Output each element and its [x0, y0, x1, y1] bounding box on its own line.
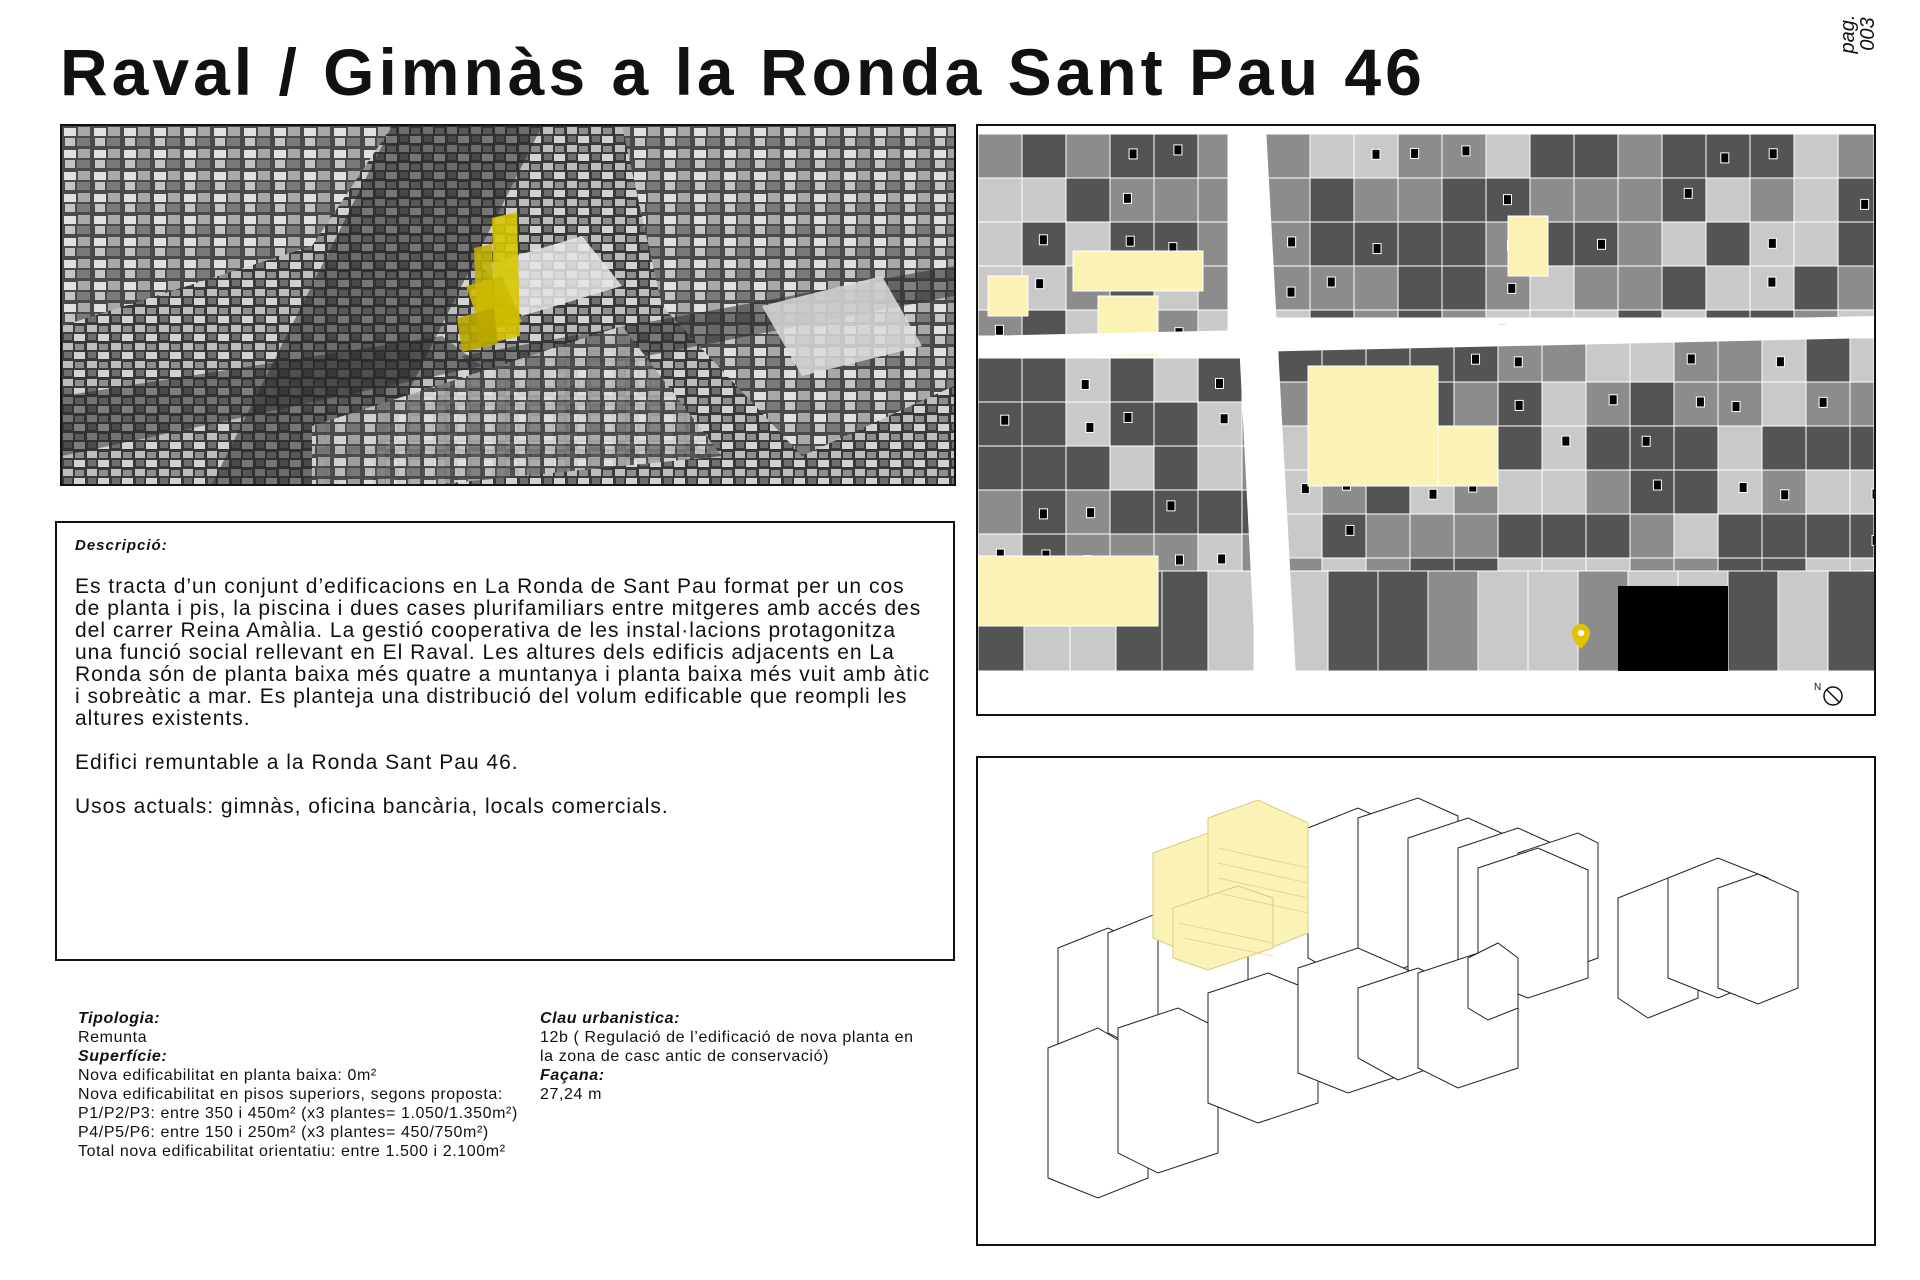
map-parcel: [1110, 358, 1154, 402]
map-parcel: [1542, 558, 1586, 571]
map-parcel: [1674, 426, 1718, 470]
map-parcel: [978, 446, 1022, 490]
map-parcel: [1762, 426, 1806, 470]
map-parcel: [1762, 514, 1806, 558]
map-parcel: [1850, 426, 1874, 470]
map-parcel: [1442, 310, 1486, 318]
map-parcel: [1718, 426, 1762, 470]
facana-value: 27,24 m: [540, 1086, 603, 1103]
map-parcel: [1706, 178, 1750, 222]
map-parcel: [1310, 178, 1354, 222]
map-parcel: [1828, 571, 1874, 671]
map-parcel: [1806, 382, 1850, 426]
map-parcel: [1674, 470, 1718, 514]
map-courtyard: [1373, 244, 1381, 254]
map-courtyard: [1872, 489, 1874, 499]
map-courtyard: [1429, 489, 1437, 499]
map-parcel: [1354, 178, 1398, 222]
map-parcel: [1366, 558, 1410, 571]
site-plan-map: [976, 124, 1876, 716]
map-parcel: [1630, 558, 1674, 571]
map-courtyard: [1721, 153, 1729, 163]
map-parcel: [1266, 178, 1310, 222]
map-parcel: [1110, 446, 1154, 490]
map-parcel: [1198, 178, 1228, 222]
map-parcel: [1586, 426, 1630, 470]
map-courtyard: [1768, 277, 1776, 287]
map-courtyard: [1220, 414, 1228, 424]
map-courtyard: [1081, 379, 1089, 389]
page-label: pag.: [1837, 14, 1859, 54]
page-title: Raval / Gimnàs a la Ronda Sant Pau 46: [60, 35, 1426, 109]
map-parcel: [1838, 134, 1874, 178]
map-parcel: [1486, 134, 1530, 178]
map-parcel: [978, 178, 1022, 222]
page-number: [1838, 4, 1878, 64]
map-courtyard: [1039, 235, 1047, 245]
map-courtyard: [1039, 509, 1047, 519]
map-parcel: [1442, 222, 1486, 266]
clau-urbanistica-label: Clau urbanistica:: [540, 1010, 681, 1027]
map-courtyard: [1609, 395, 1617, 405]
map-parcel: [1718, 558, 1762, 571]
map-parcel: [1838, 266, 1874, 310]
map-highlight-parcel: [978, 556, 1158, 626]
map-courtyard: [1514, 357, 1522, 367]
map-parcel: [1586, 382, 1630, 426]
map-courtyard: [1653, 480, 1661, 490]
map-courtyard: [1684, 188, 1692, 198]
map-courtyard: [1472, 354, 1480, 364]
info-left: [78, 1009, 518, 1161]
map-parcel: [1398, 310, 1442, 318]
map-courtyard: [1124, 412, 1132, 422]
map-parcel: [1266, 134, 1310, 178]
map-parcel: [1586, 558, 1630, 571]
map-parcel: [1806, 470, 1850, 514]
superficie-label: Superfície:: [78, 1048, 168, 1065]
map-parcel: [1542, 382, 1586, 426]
map-parcel: [1574, 310, 1618, 318]
map-parcel: [1718, 338, 1762, 382]
map-parcel: [1586, 338, 1630, 382]
map-parcel: [1806, 558, 1850, 571]
map-parcel: [1398, 266, 1442, 310]
map-courtyard: [1462, 146, 1470, 156]
map-parcel: [1310, 266, 1354, 310]
superficie-line: Nova edificabilitat en planta baixa: 0m²: [78, 1067, 377, 1084]
map-parcel: [1618, 222, 1662, 266]
map-courtyard: [995, 325, 1003, 335]
map-parcel: [978, 134, 1022, 178]
map-parcel: [1154, 446, 1198, 490]
map-courtyard: [1346, 525, 1354, 535]
map-courtyard: [1776, 357, 1784, 367]
map-parcel: [1110, 490, 1154, 534]
map-courtyard: [1288, 237, 1296, 247]
clau-urbanistica-value: 12b ( Regulació de l’edificació de nova planta en la zona de casc antic de conservació): [540, 1029, 914, 1065]
map-parcel: [1806, 514, 1850, 558]
map-parcel: [978, 358, 1022, 402]
map-parcel: [1442, 178, 1486, 222]
map-courtyard: [1129, 149, 1137, 159]
map-parcel: [1154, 490, 1198, 534]
map-parcel: [1154, 178, 1198, 222]
map-parcel: [1542, 426, 1586, 470]
map-parcel: [1750, 266, 1794, 310]
map-parcel: [1310, 134, 1354, 178]
map-courtyard: [1508, 283, 1516, 293]
map-parcel: [1530, 134, 1574, 178]
map-highlight-parcel: [1508, 216, 1548, 276]
map-parcel: [1850, 558, 1874, 571]
map-parcel: [1630, 514, 1674, 558]
map-courtyard: [1036, 279, 1044, 289]
map-courtyard: [1174, 145, 1182, 155]
map-parcel: [1410, 558, 1454, 571]
map-parcel: [978, 402, 1022, 446]
map-parcel: [1806, 338, 1850, 382]
map-courtyard: [1327, 277, 1335, 287]
map-courtyard: [1411, 148, 1419, 158]
map-parcel: [1662, 310, 1706, 318]
map-parcel: [978, 222, 1022, 266]
map-parcel: [1022, 134, 1066, 178]
map-parcel: [1674, 514, 1718, 558]
map-parcel: [1630, 338, 1674, 382]
page-number-value: 003: [1857, 17, 1879, 51]
map-parcel: [1806, 426, 1850, 470]
map-parcel: [1528, 571, 1578, 671]
map-courtyard: [1768, 238, 1776, 248]
map-courtyard: [1372, 149, 1380, 159]
map-parcel: [1794, 266, 1838, 310]
map-parcel: [1154, 402, 1198, 446]
map-parcel: [1850, 514, 1874, 558]
map-courtyard: [1732, 402, 1740, 412]
description-label: Descripció:: [75, 537, 168, 554]
map-parcel: [1586, 470, 1630, 514]
map-parcel: [1574, 266, 1618, 310]
map-parcel: [1208, 571, 1254, 671]
map-parcel: [1750, 178, 1794, 222]
map-parcel: [1674, 338, 1718, 382]
map-courtyard: [1598, 239, 1606, 249]
map-parcel: [1486, 310, 1530, 318]
map-parcel: [1850, 470, 1874, 514]
map-parcel: [1322, 558, 1366, 571]
map-courtyard: [1001, 415, 1009, 425]
description-body: [75, 576, 935, 818]
map-parcel: [1618, 178, 1662, 222]
map-parcel: [1022, 446, 1066, 490]
map-highlight-parcel: [1073, 251, 1203, 291]
description-paragraph: Es tracta d’un conjunt d’edificacions en La Ronda de Sant Pau format per un cos de planta i pis, la piscina i dues cases plurifamiliars entre mitgeres amb accés des del carrer Reina Amàlia. La gestió cooperativa de les instal·lacions protagonitza una funció social rellevant en El Raval. Les altures dels edificis adjacents en La Ronda són de planta baixa més quatre a muntanya i planta baixa més vuit amb àtic i sobreàtic a mar. Es planteja una distribució del volum edificable que reompli les altures existents.: [75, 575, 931, 730]
map-parcel: [1750, 310, 1794, 318]
aerial-photo: [60, 124, 956, 486]
map-courtyard: [1872, 535, 1874, 545]
description-paragraph: Edifici remuntable a la Ronda Sant Pau 46.: [75, 751, 519, 774]
map-parcel: [1662, 222, 1706, 266]
map-parcel: [1762, 382, 1806, 426]
map-parcel: [1066, 178, 1110, 222]
map-parcel: [1410, 514, 1454, 558]
map-courtyard: [1687, 354, 1695, 364]
map-parcel: [1574, 134, 1618, 178]
map-courtyard: [1562, 436, 1570, 446]
map-parcel: [1838, 222, 1874, 266]
map-courtyard: [1642, 436, 1650, 446]
map-courtyard: [1175, 555, 1183, 565]
map-highlight-parcel: [1308, 366, 1438, 486]
map-parcel: [1718, 514, 1762, 558]
map-parcel: [1022, 310, 1066, 336]
aerial-photo-image: [62, 126, 954, 484]
facana-label: Façana:: [540, 1067, 605, 1084]
map-parcel: [1662, 266, 1706, 310]
map-parcel: [1762, 558, 1806, 571]
map-parcel: [1454, 514, 1498, 558]
map-parcel: [1110, 402, 1154, 446]
description-paragraph: Usos actuals: gimnàs, oficina bancària, locals comercials.: [75, 795, 669, 818]
map-parcel: [1454, 382, 1498, 426]
map-courtyard: [1123, 193, 1131, 203]
map-courtyard: [1167, 501, 1175, 511]
map-parcel: [1110, 178, 1154, 222]
map-parcel: [1498, 514, 1542, 558]
map-parcel: [1794, 222, 1838, 266]
map-parcel: [1154, 358, 1198, 402]
north-label: N: [1814, 682, 1822, 693]
map-courtyard: [1086, 422, 1094, 432]
map-parcel: [1618, 266, 1662, 310]
map-parcel: [1794, 178, 1838, 222]
map-parcel: [1442, 266, 1486, 310]
map-parcel: [1154, 134, 1198, 178]
map-parcel: [978, 490, 1022, 534]
map-highlight-parcel: [988, 276, 1028, 316]
tipologia-value: Remunta: [78, 1029, 148, 1046]
map-courtyard: [1515, 400, 1523, 410]
map-parcel: [1162, 571, 1208, 671]
axo-highlight-volume: [1153, 800, 1308, 970]
map-parcel: [1662, 134, 1706, 178]
map-parcel: [1630, 426, 1674, 470]
map-parcel: [1366, 514, 1410, 558]
map-parcel: [1310, 310, 1354, 318]
map-black-block: [1618, 586, 1728, 671]
map-courtyard: [1218, 554, 1226, 564]
map-parcel: [1398, 134, 1442, 178]
map-parcel: [1198, 134, 1228, 178]
map-courtyard: [1126, 236, 1134, 246]
superficie-line: Nova edificabilitat en pisos superiors, segons proposta: P1/P2/P3: entre 350 i 450m² (x3 plantes= 1.050/1.350m²): [78, 1086, 518, 1122]
map-courtyard: [1087, 508, 1095, 518]
map-parcel: [1574, 178, 1618, 222]
map-courtyard: [1861, 199, 1869, 209]
map-courtyard: [1287, 287, 1295, 297]
map-parcel: [1354, 310, 1398, 318]
map-parcel: [1378, 571, 1428, 671]
map-parcel: [1498, 426, 1542, 470]
map-parcel: [1498, 558, 1542, 571]
map-parcel: [1498, 470, 1542, 514]
map-parcel: [1354, 266, 1398, 310]
map-courtyard: [1819, 397, 1827, 407]
map-parcel: [1706, 222, 1750, 266]
superficie-line: P4/P5/P6: entre 150 i 250m² (x3 plantes= 450/750m²): [78, 1124, 489, 1141]
map-parcel: [1586, 514, 1630, 558]
map-parcel: [1794, 134, 1838, 178]
tipologia-label: Tipologia:: [78, 1010, 161, 1027]
map-parcel: [1022, 358, 1066, 402]
map-parcel: [1066, 446, 1110, 490]
map-highlight-parcel: [1438, 426, 1498, 486]
map-parcel: [1322, 514, 1366, 558]
superficie-line: Total nova edificabilitat orientatiu: entre 1.500 i 2.100m²: [78, 1143, 506, 1160]
map-parcel: [1198, 446, 1242, 490]
map-parcel: [1530, 310, 1574, 318]
map-parcel: [1618, 310, 1662, 318]
map-parcel: [1198, 490, 1242, 534]
map-parcel: [1850, 338, 1874, 382]
map-parcel: [1454, 558, 1498, 571]
map-parcel: [1662, 178, 1706, 222]
map-parcel: [1530, 178, 1574, 222]
map-parcel: [1630, 470, 1674, 514]
map-courtyard: [1696, 397, 1704, 407]
map-parcel: [1398, 222, 1442, 266]
map-parcel: [1706, 310, 1750, 318]
map-parcel: [1778, 571, 1828, 671]
map-parcel: [1398, 178, 1442, 222]
map-parcel: [1542, 470, 1586, 514]
map-parcel: [1066, 134, 1110, 178]
map-parcel: [1022, 178, 1066, 222]
map-courtyard: [1503, 195, 1511, 205]
map-courtyard: [1769, 149, 1777, 159]
map-parcel: [1618, 134, 1662, 178]
axonometric-drawing: [976, 756, 1876, 1246]
map-parcel: [1674, 558, 1718, 571]
map-parcel: [1328, 571, 1378, 671]
map-parcel: [1428, 571, 1478, 671]
map-parcel: [1574, 222, 1618, 266]
axonometric-view: [978, 758, 1874, 1244]
map-parcel: [1728, 571, 1778, 671]
map-parcel: [1478, 571, 1528, 671]
map-courtyard: [1739, 483, 1747, 493]
site-plan-drawing: [978, 126, 1874, 714]
info-right: [540, 1009, 920, 1104]
map-parcel: [1706, 266, 1750, 310]
map-parcel: [1022, 402, 1066, 446]
map-parcel: [1198, 534, 1242, 571]
map-parcel: [1630, 382, 1674, 426]
map-courtyard: [1781, 490, 1789, 500]
description-box: [55, 521, 955, 961]
map-parcel: [1850, 382, 1874, 426]
map-parcel: [1310, 222, 1354, 266]
map-parcel: [1542, 514, 1586, 558]
map-courtyard: [1215, 378, 1223, 388]
map-parcel: [1794, 310, 1838, 318]
